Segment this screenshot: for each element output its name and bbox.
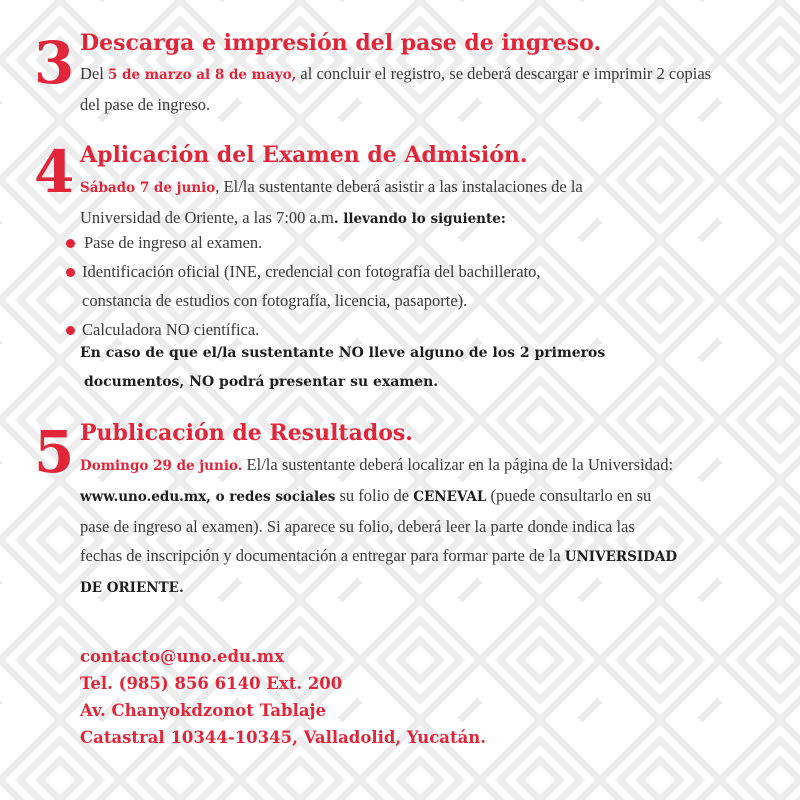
step-4-title: Aplicación del Examen de Admisión.: [80, 142, 528, 168]
step-3-title: Descarga e impresión del pase de ingreso.: [80, 30, 602, 56]
step-3-text-post: al concluir el registro, se deberá descargar e imprimir 2 copias del pase de ingreso.: [80, 64, 712, 114]
step-5-text-3: (puede consultarlo en su pase de ingreso al examen). Si aparece su folio, deberá leer la parte donde indica las fechas de inscripción y documentación a entregar para formar parte de la: [80, 486, 652, 565]
list-item-text: Calculadora NO científica.: [82, 320, 260, 339]
step-3-dates: 5 de marzo al 8 de mayo,: [107, 67, 297, 83]
requirements-list: [66, 228, 746, 344]
bullet-icon: [66, 326, 75, 335]
step-4-text: , El/la sustentante deberá asistir a las instalaciones de la Universidad de Oriente, a las 7:00 a.m: [80, 177, 583, 227]
step-5-text-2: su folio de: [335, 486, 414, 505]
contact-address-line-1: Av. Chanyokdzonot Tablaje: [80, 701, 327, 720]
warning-line-1: En caso de que el/la sustentante NO lleve alguno de los 2 primeros: [80, 345, 606, 361]
list-item: [66, 228, 746, 257]
bullet-icon: [66, 268, 75, 277]
contact-address-line-2: Catastral 10344-10345, Valladolid, Yucatán.: [80, 728, 487, 747]
step-4-date: Sábado 7 de junio: [80, 180, 216, 196]
warning-line-2: documentos, NO podrá presentar su examen.: [84, 374, 439, 390]
step-5-paragraph: [80, 450, 680, 603]
step-number-5: 5: [34, 418, 75, 486]
contact-phone[interactable]: Tel. (985) 856 6140 Ext. 200: [80, 674, 343, 693]
list-item-text: Pase de ingreso al examen.: [84, 233, 263, 252]
step-5-date: Domingo 29 de junio.: [80, 458, 243, 474]
step-4-bold-text: . llevando lo siguiente:: [333, 211, 506, 227]
step-number-3: 3: [34, 29, 75, 97]
list-item: [66, 257, 602, 315]
website-link[interactable]: www.uno.edu.mx, o redes sociales: [80, 489, 336, 505]
step-3-text-pre: Del: [80, 64, 108, 83]
bullet-icon: [66, 239, 75, 248]
list-item-text: Identificación oficial (INE, credencial con fotografía del bachillerato, constancia de estudios con fotografía, licencia, pasaporte).: [82, 262, 541, 310]
contact-email[interactable]: contacto@uno.edu.mx: [80, 647, 285, 666]
step-number-4: 4: [34, 138, 75, 206]
step-4-paragraph: [80, 172, 660, 234]
ceneval-label: CENEVAL: [413, 489, 487, 505]
university-name: UNIVERSIDAD DE ORIENTE.: [80, 549, 678, 596]
contact-block: [80, 643, 486, 751]
warning-note: [80, 339, 720, 397]
step-5-text-1: El/la sustentante deberá localizar en la página de la Universidad:: [242, 455, 674, 474]
step-3-paragraph: [80, 59, 720, 119]
step-5-title: Publicación de Resultados.: [80, 420, 413, 446]
